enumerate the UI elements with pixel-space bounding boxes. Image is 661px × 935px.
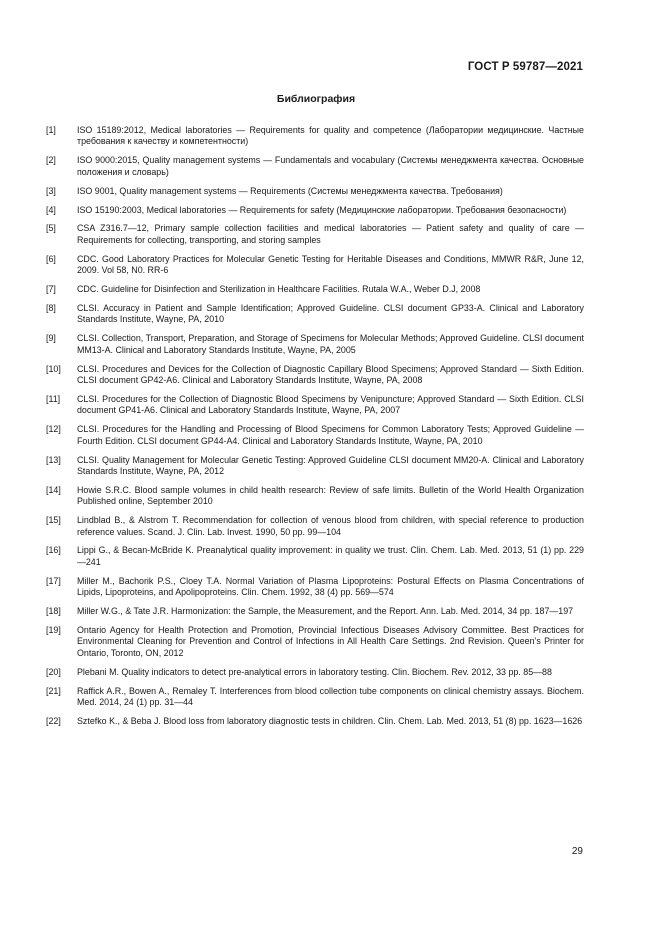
reference-number: [4] (46, 204, 56, 215)
reference-text: CDC. Good Laboratory Practices for Molecular Genetic Testing for Heritable Diseases and Conditions, MMWR R&R, June 12, 2009. Vol 58, N0. RR-6 (77, 253, 584, 276)
bibliography-item (46, 485, 584, 508)
reference-text: CLSI. Collection, Transport, Preparation, and Storage of Specimens for Molecular Methods; Approved Guideline. CLSI document MM13-A. Clinical and Laboratory Standards Institute, Wayne, PA, 2005 (77, 333, 584, 355)
reference-number: [18] (46, 606, 61, 617)
reference-number: [3] (46, 185, 56, 196)
page-number: 29 (571, 846, 583, 857)
reference-text: Lippi G., & Becan-McBride K. Preanalytical quality improvement: in quality we trust. Clin. Chem. Lab. Med. 2013, 51 (1) pp. 229—241 (77, 545, 584, 567)
bibliography-item (46, 186, 584, 197)
reference-text: ISO 9000:2015, Quality management systems — Fundamentals and vocabulary (Системы менеджмента качества. Основные положения и словарь) (77, 155, 584, 177)
bibliography-item (46, 155, 584, 178)
reference-text: ISO 15189:2012, Medical laboratories — Requirements for quality and competence (Лаборатории медицинские. Частные требования к качеству и компетентности) (77, 125, 584, 147)
bibliography-item (46, 515, 584, 538)
bibliography-item (46, 125, 584, 148)
reference-number: [21] (46, 685, 61, 696)
section-title: Библиография (276, 93, 356, 105)
bibliography-item (46, 545, 584, 568)
reference-text: CLSI. Quality Management for Molecular Genetic Testing: Approved Guideline CLSI document MM20-A. Clinical and Laboratory Standards Institute, Wayne, PA, 2012 (77, 454, 584, 476)
bibliography-item (46, 576, 584, 599)
bibliography-item (46, 284, 584, 295)
reference-number: [12] (46, 424, 61, 435)
bibliography-item (46, 333, 584, 356)
bibliography-item (46, 667, 584, 678)
bibliography-list (46, 125, 584, 735)
reference-text: Ontario Agency for Health Protection and Promotion, Provincial Infectious Diseases Advisory Committee. Best Practices for Environmental Cleaning for Prevention and Control of Infections in All Health Care Settings. 2nd Revision. Queen’s Printer for Ontario, Toronto, ON, 2012 (77, 625, 584, 658)
reference-number: [16] (46, 545, 61, 556)
bibliography-item (46, 205, 584, 216)
reference-number: [6] (46, 253, 56, 264)
reference-text: CDC. Guideline for Disinfection and Sterilization in Healthcare Facilities. Rutala W.A., Weber D.J, 2008 (77, 284, 481, 295)
bibliography-item (46, 394, 584, 417)
reference-number: [11] (46, 393, 61, 404)
reference-text: ISO 9001, Quality management systems — Requirements (Системы менеджмента качества. Требования) (77, 185, 503, 196)
reference-number: [9] (46, 333, 56, 344)
reference-text: CLSI. Accuracy in Patient and Sample Identification; Approved Guideline. CLSI document GP33-A. Clinical and Laboratory Standards Institute, Wayne, PA, 2010 (77, 302, 584, 325)
reference-number: [5] (46, 223, 56, 234)
bibliography-item (46, 303, 584, 326)
bibliography-item (46, 424, 584, 447)
standard-code: ГОСТ Р 59787—2021 (467, 61, 583, 73)
reference-number: [13] (46, 454, 61, 465)
bibliography-item (46, 606, 584, 617)
reference-text: CLSI. Procedures and Devices for the Collection of Diagnostic Capillary Blood Specimens; Approved Standard — Sixth Edition. CLSI document GP42-A6. Clinical and Laboratory Standards Institute, Wayne, PA, 2008 (77, 363, 584, 385)
reference-text: Raffick A.R., Bowen A., Remaley T. Interferences from blood collection tube components on clinical chemistry assays. Biochem. Med. 2014, 24 (1) pp. 31—44 (77, 685, 584, 708)
reference-number: [7] (46, 284, 56, 295)
bibliography-item (46, 364, 584, 387)
reference-number: [22] (46, 715, 61, 726)
reference-text: ISO 15190:2003, Medical laboratories — Requirements for safety (Медицинские лаборатории. Требования безопасности) (77, 204, 567, 215)
bibliography-item (46, 223, 584, 246)
reference-number: [14] (46, 484, 61, 495)
bibliography-item (46, 716, 584, 727)
reference-text: CLSI. Procedures for the Collection of Diagnostic Blood Specimens by Venipuncture; Approved Standard — Sixth Edition. CLSI document GP41-A6. Clinical and Laboratory Standards Institute, Wayne, PA, 2007 (77, 393, 584, 416)
reference-number: [19] (46, 625, 61, 635)
bibliography-item (46, 686, 584, 709)
reference-number: [8] (46, 302, 56, 313)
reference-text: Plebani M. Quality indicators to detect pre-analytical errors in laboratory testing. Clin. Biochem. Rev. 2012, 33 pp. 85—88 (77, 666, 552, 677)
bibliography-item (46, 254, 584, 277)
reference-number: [2] (46, 155, 56, 166)
reference-number: [1] (46, 125, 56, 135)
reference-number: [17] (46, 575, 61, 586)
reference-text: CSA Z316.7—12, Primary sample collection facilities and medical laboratories — Patient safety and quality of care — Requirements for collecting, transporting, and storing samples (77, 223, 584, 245)
reference-text: Sztefko K., & Beba J. Blood loss from laboratory diagnostic tests in children. Clin. Chem. Lab. Med. 2013, 51 (8) pp. 1623—1626 (77, 715, 583, 726)
reference-text: Lindblad B., & Alstrom T. Recommendation for collection of venous blood from children, with special reference to production reference values. Scand. J. Clin. Lab. Invest. 1990, 50 pp. 99—104 (77, 515, 584, 537)
reference-text: CLSI. Procedures for the Handling and Processing of Blood Specimens for Common Laboratory Tests; Approved Guideline — Fourth Edition. CLSI document GP44-A4. Clinical and Laboratory Standards Institute, Wayne, PA, 2010 (77, 424, 584, 446)
reference-number: [15] (46, 515, 61, 526)
bibliography-item (46, 625, 584, 659)
reference-number: [10] (46, 363, 61, 374)
reference-text: Miller W.G., & Tate J.R. Harmonization: the Sample, the Measurement, and the Report. Ann. Lab. Med. 2014, 34 pp. 187—197 (77, 606, 574, 617)
reference-text: Howie S.R.C. Blood sample volumes in child health research: Review of safe limits. Bulletin of the World Health Organization Published online, September 2010 (77, 484, 584, 507)
reference-number: [20] (46, 666, 61, 677)
reference-text: Miller M., Bachorik P.S., Cloey T.A. Normal Variation of Plasma Lipoproteins: Postural Effects on Plasma Concentrations of Lipids, Lipoproteins, and Apolipoproteins. Clin. Chem. 1992, 38 (4) pp. 569—574 (77, 575, 584, 598)
bibliography-item (46, 455, 584, 478)
